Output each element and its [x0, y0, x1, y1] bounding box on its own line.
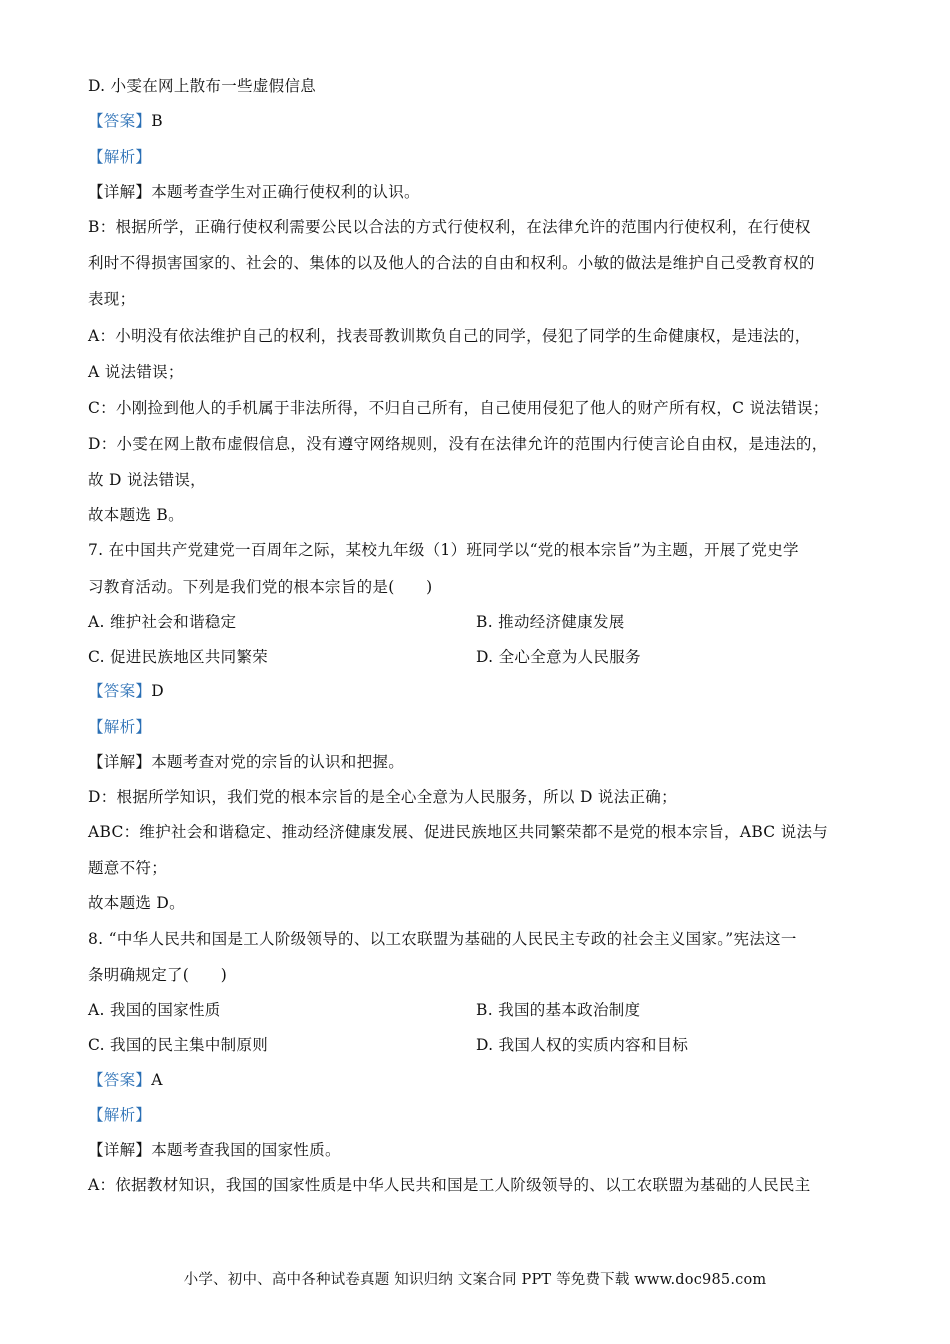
answer-tag: 【答案】: [88, 112, 152, 130]
analysis-tag: 【解析】: [88, 718, 152, 736]
q7-option-b: B. 推动经济健康发展: [476, 613, 625, 631]
answer-value: D: [151, 682, 164, 700]
detail-tag: 【详解】: [88, 1141, 152, 1159]
explanation-line: 表现；: [88, 290, 136, 308]
option-d-prev: D. 小雯在网上散布一些虚假信息: [88, 77, 317, 95]
explanation-line: A 说法错误；: [88, 363, 184, 381]
answer-row: [88, 1069, 868, 1091]
explanation-line: D：小雯在网上散布虚假信息，没有遵守网络规则，没有在法律允许的范围内行使言论自由权，是违法的，: [88, 435, 828, 453]
q7-option-a: A. 维护社会和谐稳定: [88, 613, 237, 631]
question-7-stem: 习教育活动。下列是我们党的根本宗旨的是( ): [88, 578, 433, 596]
answer-row: [88, 680, 868, 702]
q7-option-d: D. 全心全意为人民服务: [476, 648, 641, 666]
conclusion-line: 故本题选 B。: [88, 506, 184, 524]
question-8-stem: 8. “中华人民共和国是工人阶级领导的、以工农联盟为基础的人民民主专政的社会主义国家。”宪法这一: [88, 930, 797, 948]
q8-option-a: A. 我国的国家性质: [88, 1001, 221, 1019]
detail-row: [88, 1139, 868, 1161]
explanation-line: C：小刚捡到他人的手机属于非法所得，不归自己所有，自己使用侵犯了他人的财产所有权，C 说法错误；: [88, 399, 829, 417]
detail-text: 本题考查学生对正确行使权利的认识。: [151, 183, 420, 201]
answer-value: B: [151, 112, 163, 130]
conclusion-line: 故本题选 D。: [88, 894, 185, 912]
answer-value: A: [151, 1071, 163, 1089]
answer-tag: 【答案】: [88, 682, 152, 700]
q7-option-c: C. 促进民族地区共同繁荣: [88, 648, 269, 666]
q8-option-b: B. 我国的基本政治制度: [476, 1001, 641, 1019]
explanation-line: A：小明没有依法维护自己的权利，找表哥教训欺负自己的同学，侵犯了同学的生命健康权，是违法的，: [88, 327, 811, 345]
detail-text: 本题考查对党的宗旨的认识和把握。: [151, 753, 405, 771]
answer-tag: 【答案】: [88, 1071, 152, 1089]
question-7-stem: 7. 在中国共产党建党一百周年之际，某校九年级（1）班同学以“党的根本宗旨”为主题，开展了党史学: [88, 541, 799, 559]
q8-option-d: D. 我国人权的实质内容和目标: [476, 1036, 689, 1054]
answer-row: [88, 110, 868, 132]
analysis-tag: 【解析】: [88, 1106, 152, 1124]
analysis-tag: 【解析】: [88, 148, 152, 166]
explanation-line: B：根据所学，正确行使权利需要公民以合法的方式行使权利，在法律允许的范围内行使权利，在行使权: [88, 218, 811, 236]
explanation-line: D：根据所学知识，我们党的根本宗旨的是全心全意为人民服务，所以 D 说法正确；: [88, 788, 677, 806]
detail-tag: 【详解】: [88, 753, 152, 771]
q8-option-c: C. 我国的民主集中制原则: [88, 1036, 269, 1054]
explanation-line: 利时不得损害国家的、社会的、集体的以及他人的合法的自由和权利。小敏的做法是维护自己受教育权的: [88, 254, 815, 272]
page-footer: 小学、初中、高中各种试卷真题 知识归纳 文案合同 PPT 等免费下载 www.doc985.com: [183, 1272, 767, 1288]
explanation-line: ABC：维护社会和谐稳定、推动经济健康发展、促进民族地区共同繁荣都不是党的根本宗旨，ABC 说法与: [88, 823, 829, 841]
explanation-line: 题意不符；: [88, 859, 168, 877]
explanation-line: A：依据教材知识，我国的国家性质是中华人民共和国是工人阶级领导的、以工农联盟为基础的人民民主: [88, 1176, 811, 1194]
detail-tag: 【详解】: [88, 183, 152, 201]
explanation-line: 故 D 说法错误，: [88, 471, 206, 489]
question-8-stem: 条明确规定了( ): [88, 966, 228, 984]
detail-text: 本题考查我国的国家性质。: [151, 1141, 341, 1159]
detail-row: [88, 181, 868, 203]
detail-row: [88, 751, 868, 773]
